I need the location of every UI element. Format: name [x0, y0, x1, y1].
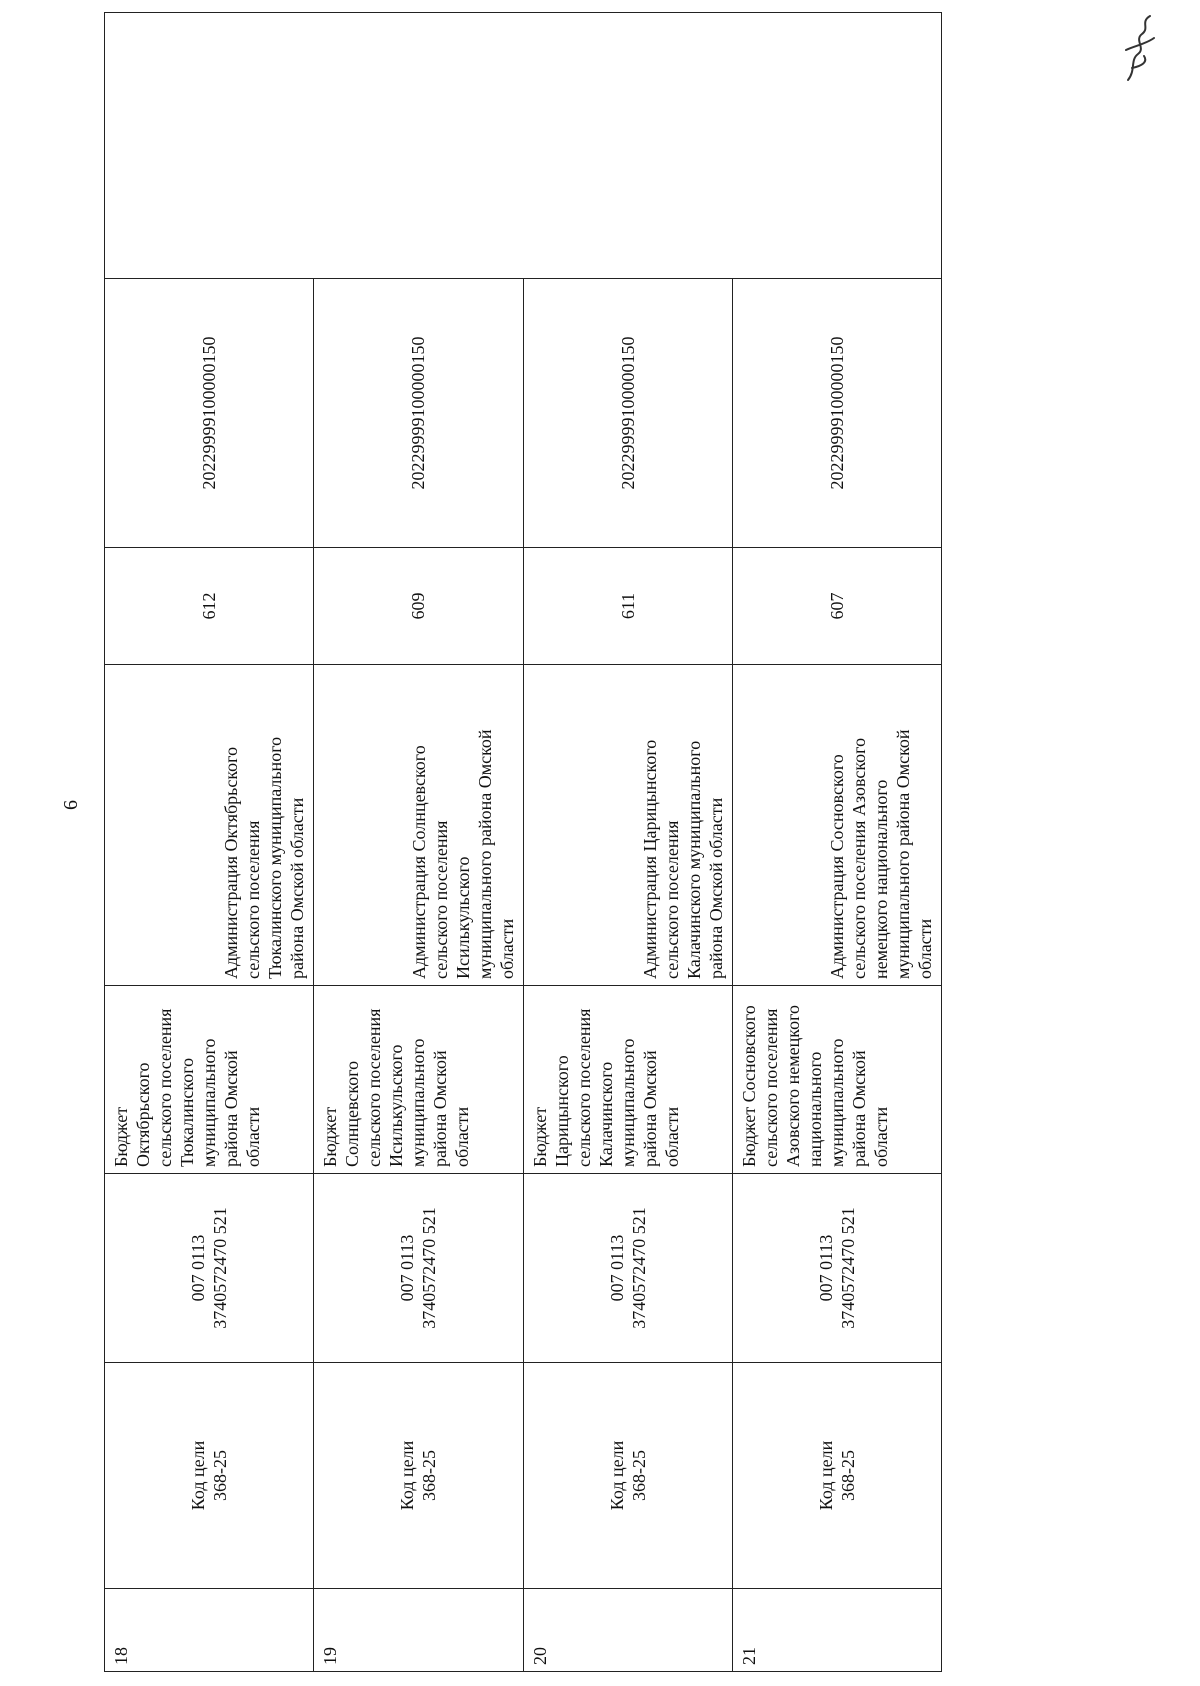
target-code-lines — [606, 1369, 650, 1582]
cell-line: муниципального — [826, 1038, 847, 1167]
cell-line: муниципального — [199, 1038, 219, 1167]
budget-classification-lines — [606, 1180, 650, 1356]
budget-classification-cell — [314, 1174, 523, 1363]
target-code-cell — [732, 1363, 941, 1589]
revenue-code-cell: 20229999100000150 — [314, 279, 523, 548]
cell-line: 3740572470 521 — [628, 1207, 649, 1329]
cell-line: 007 0113 — [397, 1234, 418, 1302]
cell-line: 368-25 — [837, 1450, 858, 1501]
cell-line: 368-25 — [628, 1450, 649, 1501]
administrator-cell — [732, 665, 941, 986]
rotated-table-container — [104, 12, 942, 1672]
handwritten-signature — [1120, 10, 1160, 88]
target-code-cell — [523, 1363, 732, 1589]
cell-line: сельского поселения — [430, 820, 451, 979]
recipient-budget-lines — [110, 992, 264, 1167]
transfers-table — [104, 12, 942, 1672]
budget-classification-lines — [187, 1180, 231, 1356]
recipient-budget-cell — [732, 986, 941, 1174]
cell-line: района Омской области — [705, 797, 726, 979]
cell-line: Бюджет — [320, 1106, 341, 1167]
department-code-cell: 609 — [314, 548, 523, 665]
revenue-code-cell: 20229999100000150 — [523, 279, 732, 548]
administrator-lines — [639, 671, 727, 979]
cell-line: района Омской области — [287, 797, 308, 979]
cell-line: Бюджет Сосновского — [738, 1005, 759, 1167]
recipient-budget-lines — [319, 992, 473, 1167]
cell-line: Администрация Солнцевского — [408, 745, 429, 979]
administrator-lines — [408, 671, 518, 979]
administrator-cell — [314, 665, 523, 986]
empty-merged-cell — [105, 13, 942, 279]
cell-line: 3740572470 521 — [837, 1207, 858, 1329]
cell-line: Тюкалинского муниципального — [265, 736, 286, 979]
department-code-cell: 607 — [732, 548, 941, 665]
cell-line: Код цели — [397, 1440, 418, 1511]
cell-line: области — [661, 1106, 682, 1167]
cell-line: Код цели — [606, 1440, 627, 1511]
cell-line: Код цели — [188, 1440, 209, 1511]
cell-line: области — [452, 1106, 473, 1167]
cell-line: Администрация Царицынского — [639, 739, 660, 979]
cell-line: Исилькульского — [386, 1044, 407, 1167]
target-code-lines — [396, 1369, 440, 1582]
row-number-cell: 18 — [105, 1589, 314, 1672]
cell-line: 3740572470 521 — [419, 1207, 440, 1329]
budget-classification-cell — [732, 1174, 941, 1363]
cell-line: Калачинского муниципального — [683, 740, 704, 979]
cell-line: Исилькульского — [452, 856, 473, 979]
cell-line: 368-25 — [210, 1450, 231, 1501]
cell-line: Октябрьского — [133, 1062, 153, 1167]
target-code-lines — [815, 1369, 859, 1582]
budget-classification-lines — [396, 1180, 440, 1356]
cell-line: 007 0113 — [815, 1234, 836, 1302]
recipient-budget-cell — [105, 986, 314, 1174]
cell-line: области — [496, 918, 517, 979]
department-code-cell: 612 — [105, 548, 314, 665]
cell-line: района Омской — [430, 1050, 451, 1167]
budget-classification-lines — [815, 1180, 859, 1356]
cell-line: Азовского немецкого — [782, 1004, 803, 1167]
cell-line: муниципального района Омской — [474, 729, 495, 979]
row-number-cell: 21 — [732, 1589, 941, 1672]
row-number-cell: 20 — [523, 1589, 732, 1672]
target-code-cell — [314, 1363, 523, 1589]
cell-line: сельского поселения — [661, 820, 682, 979]
cell-line: сельского поселения — [364, 1008, 385, 1167]
target-code-lines — [187, 1369, 231, 1582]
cell-line: области — [870, 1106, 891, 1167]
department-code-cell: 611 — [523, 548, 732, 665]
target-code-cell — [105, 1363, 314, 1589]
cell-line: Тюкалинского — [177, 1057, 197, 1167]
cell-line: 3740572470 521 — [210, 1207, 231, 1329]
cell-line: области — [915, 918, 935, 979]
recipient-budget-cell — [523, 986, 732, 1174]
cell-line: Администрация Сосновского — [827, 754, 847, 979]
cell-line: 007 0113 — [188, 1234, 209, 1302]
cell-line: сельского поселения — [243, 820, 264, 979]
cell-line: муниципального района Омской — [893, 729, 913, 979]
cell-line: 007 0113 — [606, 1234, 627, 1302]
cell-line: 368-25 — [419, 1450, 440, 1501]
cell-line: муниципального — [617, 1038, 638, 1167]
cell-line: района Омской — [848, 1050, 869, 1167]
administrator-cell — [105, 665, 314, 986]
cell-line: Администрация Октябрьского — [221, 746, 242, 979]
administrator-lines — [220, 671, 308, 979]
cell-line: муниципального — [408, 1038, 429, 1167]
recipient-budget-cell — [314, 986, 523, 1174]
cell-line: сельского поселения — [760, 1008, 781, 1167]
cell-line: района Омской — [639, 1050, 660, 1167]
recipient-budget-lines — [529, 992, 683, 1167]
cell-line: Бюджет — [111, 1106, 131, 1167]
cell-line: области — [243, 1106, 263, 1167]
cell-line: Калачинского — [595, 1061, 616, 1167]
budget-classification-cell — [105, 1174, 314, 1363]
cell-line: Царицынского — [551, 1055, 572, 1167]
revenue-code-cell: 20229999100000150 — [732, 279, 941, 548]
cell-line: Солнцевского — [342, 1060, 363, 1167]
table-row — [105, 13, 314, 1672]
recipient-budget-lines — [738, 992, 892, 1167]
page-number: 6 — [60, 800, 82, 810]
row-number-cell: 19 — [314, 1589, 523, 1672]
cell-line: района Омской — [221, 1050, 241, 1167]
administrator-cell — [523, 665, 732, 986]
revenue-code-cell: 20229999100000150 — [105, 279, 314, 548]
cell-line: сельского поселения — [573, 1008, 594, 1167]
cell-line: сельского поселения — [155, 1008, 175, 1167]
cell-line: национального — [804, 1051, 825, 1167]
cell-line: сельского поселения Азовского — [849, 737, 869, 979]
cell-line: немецкого национального — [871, 779, 891, 979]
cell-line: Код цели — [815, 1440, 836, 1511]
cell-line: Бюджет — [529, 1106, 550, 1167]
administrator-lines — [826, 671, 936, 979]
budget-classification-cell — [523, 1174, 732, 1363]
